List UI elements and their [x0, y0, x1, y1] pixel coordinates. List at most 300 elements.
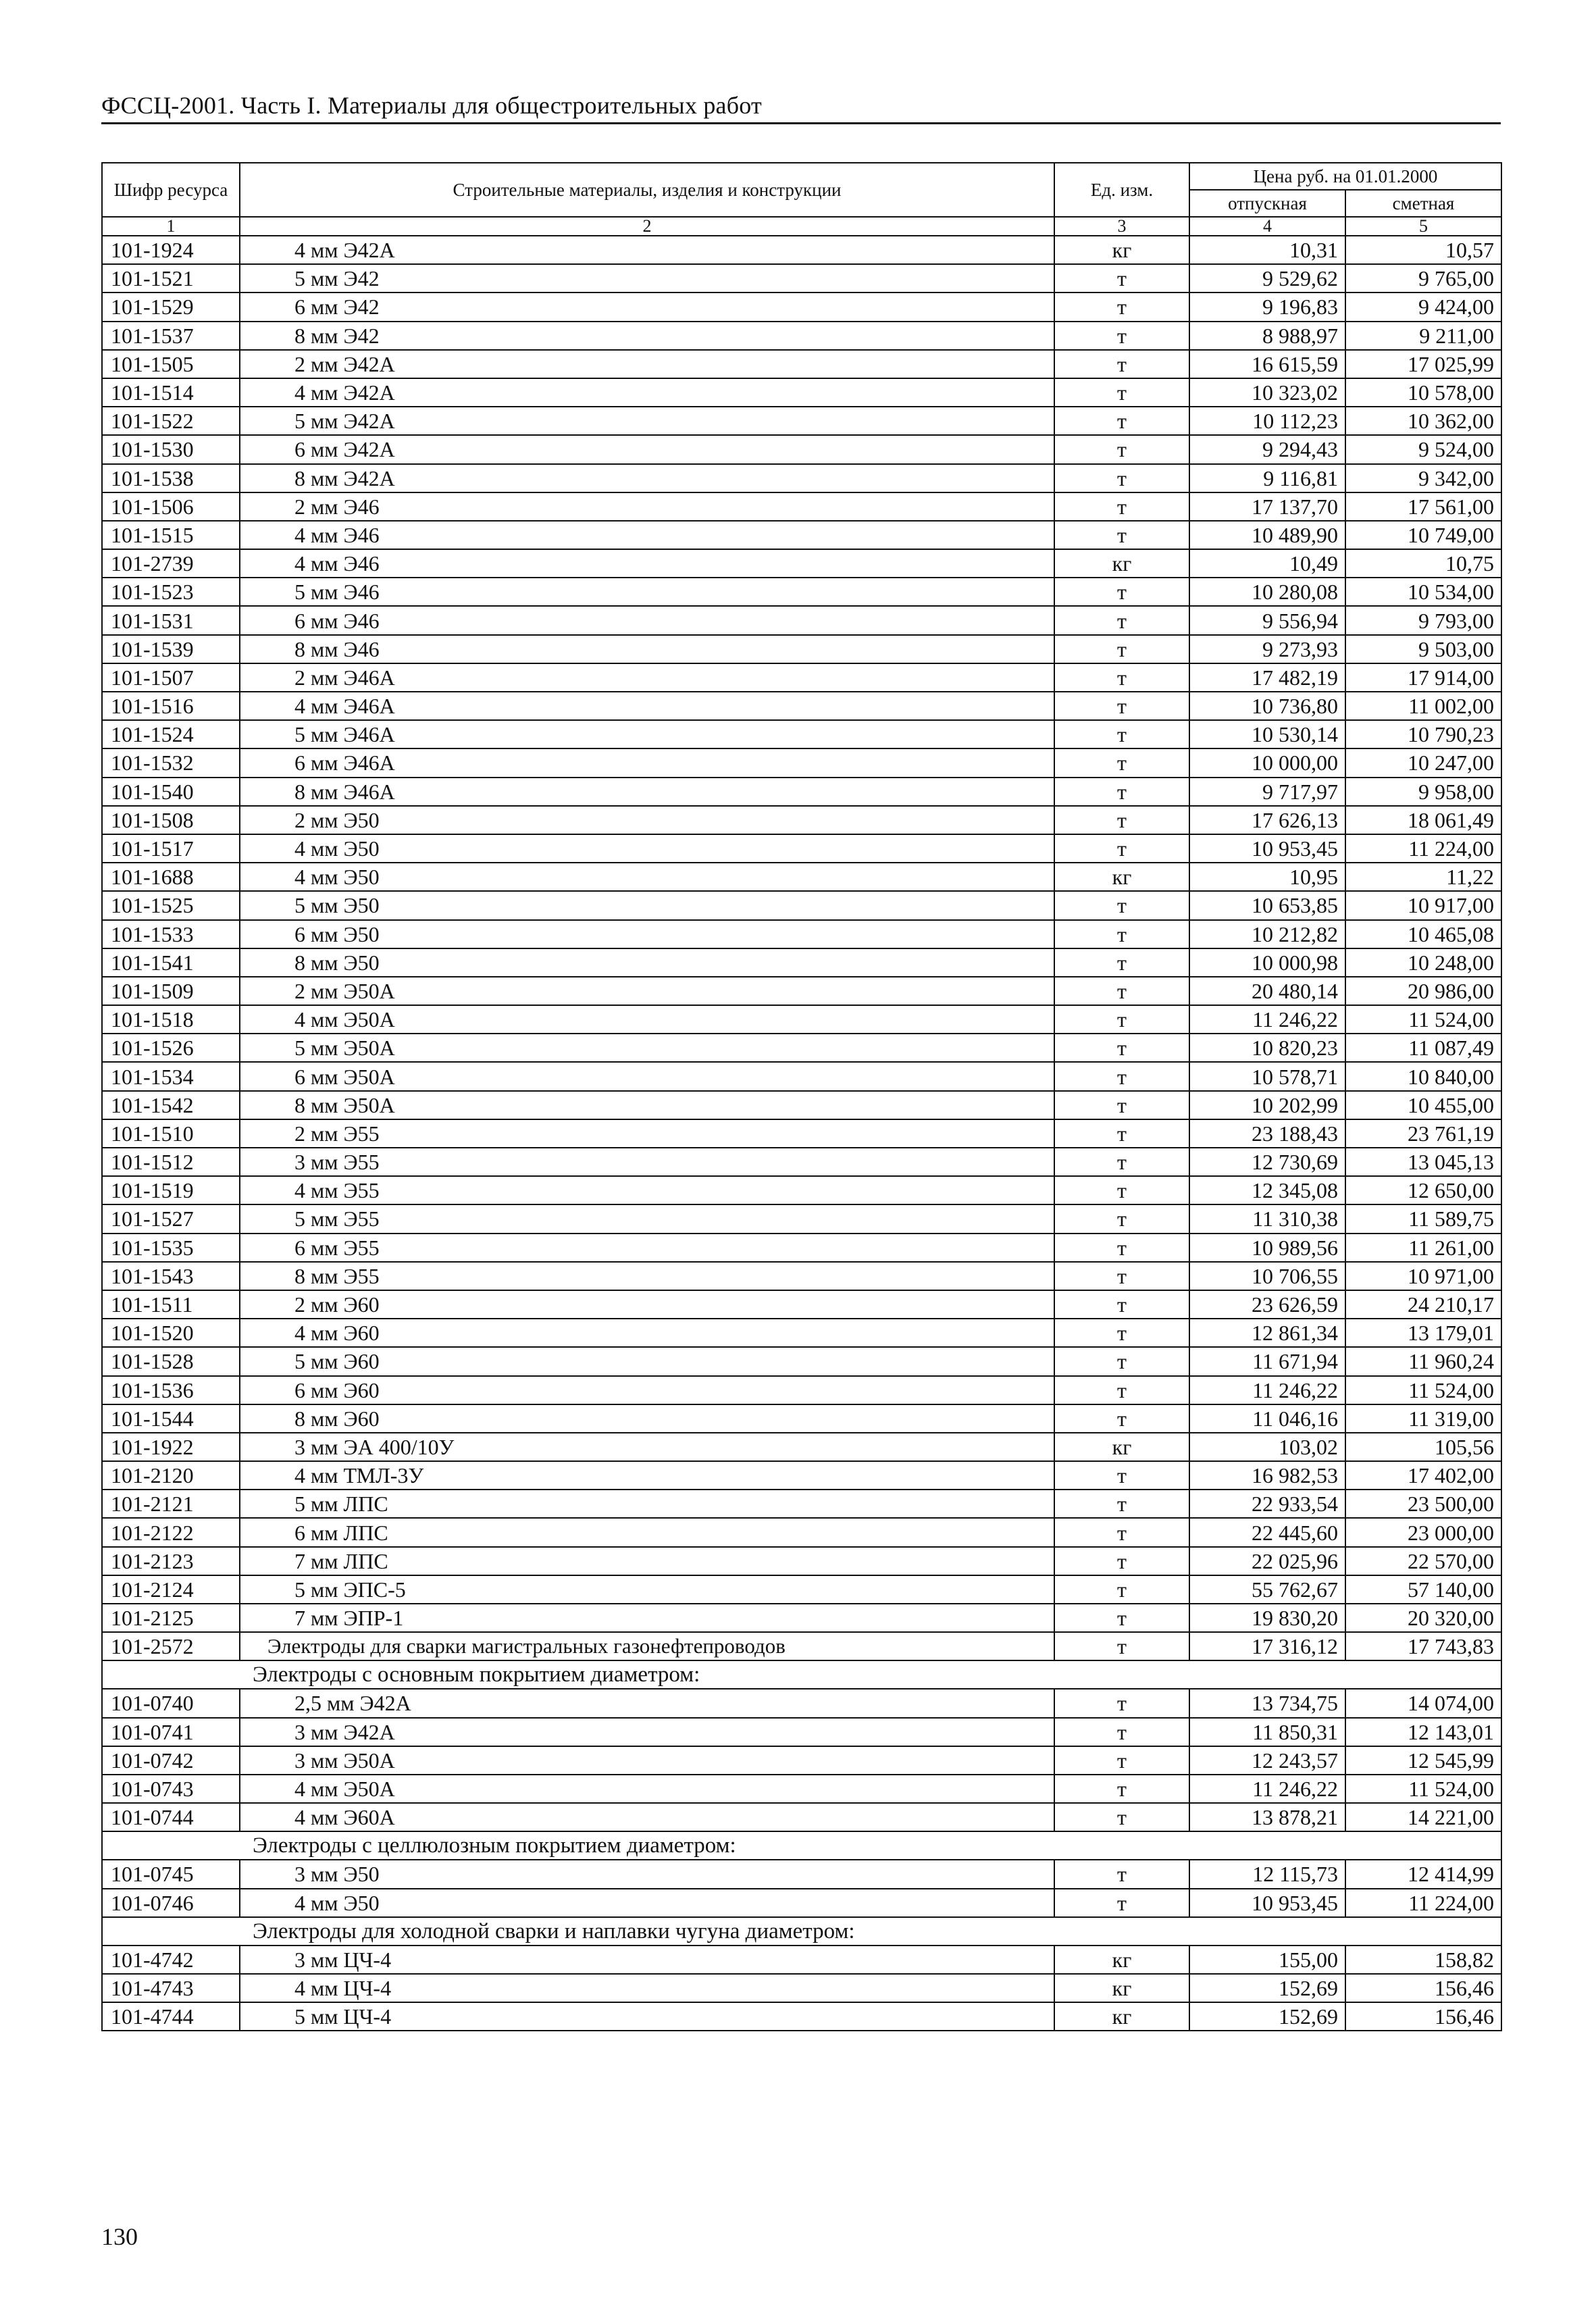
column-number: 2 — [240, 217, 1054, 236]
estimate-price-cell: 11 002,00 — [1345, 692, 1501, 720]
table-row — [102, 977, 1501, 1005]
resource-code-cell: 101-1520 — [102, 1319, 240, 1347]
release-price-cell: 22 025,96 — [1189, 1547, 1345, 1575]
material-name-cell: 5 мм ЦЧ-4 — [240, 2002, 1054, 2031]
material-name-cell: 4 мм Э42А — [240, 236, 1054, 264]
release-price-cell: 12 861,34 — [1189, 1319, 1345, 1347]
unit-cell: т — [1054, 606, 1189, 634]
table-row — [102, 1319, 1501, 1347]
resource-code-cell: 101-1539 — [102, 635, 240, 663]
unit-cell: т — [1054, 1518, 1189, 1546]
table-row — [102, 1461, 1501, 1490]
resource-code-cell: 101-2124 — [102, 1575, 240, 1604]
estimate-price-cell: 10 362,00 — [1345, 407, 1501, 435]
resource-code-cell: 101-1519 — [102, 1176, 240, 1204]
estimate-price-cell: 12 414,99 — [1345, 1860, 1501, 1888]
release-price-cell: 23 626,59 — [1189, 1290, 1345, 1319]
resource-code-cell: 101-2120 — [102, 1461, 240, 1490]
table-row — [102, 1176, 1501, 1204]
resource-code-cell: 101-1508 — [102, 806, 240, 834]
release-price-cell: 13 878,21 — [1189, 1803, 1345, 1831]
table-row — [102, 806, 1501, 834]
material-name-cell: Электроды для сварки магистральных газонефтепроводов — [240, 1632, 1054, 1660]
table-row — [102, 1575, 1501, 1604]
unit-cell: т — [1054, 521, 1189, 549]
release-price-cell: 10,49 — [1189, 549, 1345, 578]
release-price-cell: 10 953,45 — [1189, 834, 1345, 863]
unit-cell: т — [1054, 1290, 1189, 1319]
estimate-price-cell: 10 971,00 — [1345, 1262, 1501, 1290]
estimate-price-cell: 13 045,13 — [1345, 1148, 1501, 1176]
estimate-price-cell: 57 140,00 — [1345, 1575, 1501, 1604]
resource-code-cell: 101-1538 — [102, 464, 240, 492]
material-name-cell: 4 мм Э50А — [240, 1775, 1054, 1803]
table-row — [102, 435, 1501, 463]
unit-cell: т — [1054, 1062, 1189, 1090]
table-row — [102, 635, 1501, 663]
release-price-cell: 10 489,90 — [1189, 521, 1345, 549]
table-row — [102, 948, 1501, 977]
section-heading: Электроды для холодной сварки и наплавки чугуна диаметром: — [102, 1917, 1501, 1946]
table-row — [102, 293, 1501, 321]
unit-cell: т — [1054, 1376, 1189, 1404]
material-name-cell: 8 мм Э46А — [240, 778, 1054, 806]
resource-code-cell: 101-0742 — [102, 1746, 240, 1775]
table-row — [102, 549, 1501, 578]
material-name-cell: 8 мм Э50А — [240, 1091, 1054, 1119]
table-row — [102, 1547, 1501, 1575]
resource-code-cell: 101-1544 — [102, 1404, 240, 1433]
table-row — [102, 1204, 1501, 1233]
release-price-cell: 23 188,43 — [1189, 1119, 1345, 1148]
estimate-price-cell: 23 500,00 — [1345, 1490, 1501, 1518]
unit-cell: кг — [1054, 1433, 1189, 1461]
resource-code-cell: 101-1511 — [102, 1290, 240, 1319]
release-price-cell: 10 653,85 — [1189, 891, 1345, 919]
unit-cell: т — [1054, 748, 1189, 777]
table-row — [102, 834, 1501, 863]
material-name-cell: 5 мм Э60 — [240, 1347, 1054, 1375]
estimate-price-cell: 10 534,00 — [1345, 578, 1501, 606]
table-row — [102, 1860, 1501, 1888]
estimate-price-cell: 10 917,00 — [1345, 891, 1501, 919]
material-name-cell: 6 мм Э42А — [240, 435, 1054, 463]
unit-cell: кг — [1054, 1946, 1189, 1974]
estimate-price-cell: 11 319,00 — [1345, 1404, 1501, 1433]
material-name-cell: 3 мм Э50 — [240, 1860, 1054, 1888]
unit-cell: т — [1054, 1490, 1189, 1518]
unit-cell: т — [1054, 806, 1189, 834]
table-row — [102, 492, 1501, 521]
estimate-price-cell: 10 248,00 — [1345, 948, 1501, 977]
unit-cell: т — [1054, 1005, 1189, 1034]
material-name-cell: 6 мм Э50 — [240, 920, 1054, 948]
page-header: ФССЦ-2001. Часть I. Материалы для общестроительных работ — [101, 92, 762, 119]
table-row — [102, 1974, 1501, 2002]
resource-code-cell: 101-0741 — [102, 1718, 240, 1746]
table-row — [102, 1119, 1501, 1148]
resource-code-cell: 101-1535 — [102, 1234, 240, 1262]
estimate-price-cell: 17 025,99 — [1345, 350, 1501, 378]
release-price-cell: 11 310,38 — [1189, 1204, 1345, 1233]
resource-code-cell: 101-1509 — [102, 977, 240, 1005]
unit-cell: т — [1054, 1091, 1189, 1119]
material-name-cell: 4 мм Э42А — [240, 378, 1054, 407]
unit-cell: т — [1054, 1689, 1189, 1717]
release-price-cell: 103,02 — [1189, 1433, 1345, 1461]
unit-cell: т — [1054, 1860, 1189, 1888]
resource-code-cell: 101-1527 — [102, 1204, 240, 1233]
column-number: 3 — [1054, 217, 1189, 236]
resource-code-cell: 101-1922 — [102, 1433, 240, 1461]
release-price-cell: 13 734,75 — [1189, 1689, 1345, 1717]
release-price-cell: 12 345,08 — [1189, 1176, 1345, 1204]
release-price-cell: 22 933,54 — [1189, 1490, 1345, 1518]
material-name-cell: 5 мм Э42А — [240, 407, 1054, 435]
material-name-cell: 3 мм ЦЧ-4 — [240, 1946, 1054, 1974]
material-name-cell: 5 мм Э50 — [240, 891, 1054, 919]
estimate-price-cell: 17 743,83 — [1345, 1632, 1501, 1660]
column-number: 1 — [102, 217, 240, 236]
release-price-cell: 11 246,22 — [1189, 1005, 1345, 1034]
unit-cell: т — [1054, 1604, 1189, 1632]
material-name-cell: 4 мм Э50 — [240, 834, 1054, 863]
material-name-cell: 8 мм Э46 — [240, 635, 1054, 663]
estimate-price-cell: 11 087,49 — [1345, 1034, 1501, 1062]
material-name-cell: 8 мм Э60 — [240, 1404, 1054, 1433]
estimate-price-cell: 17 402,00 — [1345, 1461, 1501, 1490]
material-name-cell: 6 мм Э55 — [240, 1234, 1054, 1262]
unit-cell: т — [1054, 692, 1189, 720]
material-name-cell: 7 мм ЭПР-1 — [240, 1604, 1054, 1632]
table-row — [102, 1775, 1501, 1803]
material-name-cell: 4 мм Э50 — [240, 1889, 1054, 1917]
resource-code-cell: 101-1526 — [102, 1034, 240, 1062]
material-name-cell: 4 мм Э55 — [240, 1176, 1054, 1204]
material-name-cell: 2 мм Э50А — [240, 977, 1054, 1005]
release-price-cell: 20 480,14 — [1189, 977, 1345, 1005]
estimate-price-cell: 14 221,00 — [1345, 1803, 1501, 1831]
estimate-price-cell: 14 074,00 — [1345, 1689, 1501, 1717]
material-name-cell: 8 мм Э50 — [240, 948, 1054, 977]
resource-code-cell: 101-1525 — [102, 891, 240, 919]
resource-code-cell: 101-1516 — [102, 692, 240, 720]
release-price-cell: 10 706,55 — [1189, 1262, 1345, 1290]
estimate-price-cell: 10 790,23 — [1345, 720, 1501, 748]
table-row — [102, 1347, 1501, 1375]
unit-cell: т — [1054, 264, 1189, 293]
unit-cell: т — [1054, 1262, 1189, 1290]
resource-code-cell: 101-1529 — [102, 293, 240, 321]
release-price-cell: 10 000,98 — [1189, 948, 1345, 977]
table-row — [102, 521, 1501, 549]
unit-cell: кг — [1054, 1974, 1189, 2002]
estimate-price-cell: 156,46 — [1345, 1974, 1501, 2002]
resource-code-cell: 101-1522 — [102, 407, 240, 435]
release-price-cell: 12 243,57 — [1189, 1746, 1345, 1775]
table-row — [102, 1803, 1501, 1831]
material-name-cell: 3 мм Э50А — [240, 1746, 1054, 1775]
resource-code-cell: 101-1536 — [102, 1376, 240, 1404]
unit-cell: т — [1054, 977, 1189, 1005]
release-price-cell: 10 578,71 — [1189, 1062, 1345, 1090]
estimate-price-cell: 20 320,00 — [1345, 1604, 1501, 1632]
material-name-cell: 5 мм Э46А — [240, 720, 1054, 748]
unit-cell: т — [1054, 1119, 1189, 1148]
material-name-cell: 6 мм ЛПС — [240, 1518, 1054, 1546]
material-name-cell: 3 мм Э55 — [240, 1148, 1054, 1176]
estimate-price-cell: 10 247,00 — [1345, 748, 1501, 777]
material-name-cell: 4 мм Э46 — [240, 549, 1054, 578]
table-body — [102, 236, 1501, 2031]
unit-cell: т — [1054, 350, 1189, 378]
estimate-price-cell: 10 578,00 — [1345, 378, 1501, 407]
resource-code-cell: 101-2572 — [102, 1632, 240, 1660]
table-row — [102, 578, 1501, 606]
estimate-price-cell: 9 503,00 — [1345, 635, 1501, 663]
unit-cell: т — [1054, 1547, 1189, 1575]
material-name-cell: 4 мм Э60 — [240, 1319, 1054, 1347]
release-price-cell: 55 762,67 — [1189, 1575, 1345, 1604]
estimate-price-cell: 10 455,00 — [1345, 1091, 1501, 1119]
unit-cell: т — [1054, 1404, 1189, 1433]
estimate-price-cell: 11 524,00 — [1345, 1775, 1501, 1803]
material-name-cell: 8 мм Э42А — [240, 464, 1054, 492]
resource-code-cell: 101-1510 — [102, 1119, 240, 1148]
estimate-price-cell: 9 524,00 — [1345, 435, 1501, 463]
table-row — [102, 1034, 1501, 1062]
resource-code-cell: 101-1924 — [102, 236, 240, 264]
material-name-cell: 4 мм Э60А — [240, 1803, 1054, 1831]
resource-code-cell: 101-0746 — [102, 1889, 240, 1917]
resource-code-cell: 101-1505 — [102, 350, 240, 378]
resource-code-cell: 101-1517 — [102, 834, 240, 863]
resource-code-cell: 101-1528 — [102, 1347, 240, 1375]
release-price-cell: 9 556,94 — [1189, 606, 1345, 634]
release-price-cell: 10 280,08 — [1189, 578, 1345, 606]
material-name-cell: 4 мм ЦЧ-4 — [240, 1974, 1054, 2002]
unit-cell: т — [1054, 891, 1189, 919]
material-name-cell: 6 мм Э42 — [240, 293, 1054, 321]
release-price-cell: 10 202,99 — [1189, 1091, 1345, 1119]
unit-cell: т — [1054, 435, 1189, 463]
material-name-cell: 2 мм Э50 — [240, 806, 1054, 834]
header-code: Шифр ресурса — [102, 163, 240, 217]
estimate-price-cell: 11 224,00 — [1345, 834, 1501, 863]
table-row — [102, 1376, 1501, 1404]
unit-cell: т — [1054, 407, 1189, 435]
release-price-cell: 9 273,93 — [1189, 635, 1345, 663]
resource-code-cell: 101-1506 — [102, 492, 240, 521]
table-row — [102, 1404, 1501, 1433]
estimate-price-cell: 9 211,00 — [1345, 322, 1501, 350]
estimate-price-cell: 10,57 — [1345, 236, 1501, 264]
estimate-price-cell: 11 524,00 — [1345, 1005, 1501, 1034]
release-price-cell: 16 615,59 — [1189, 350, 1345, 378]
header-name: Строительные материалы, изделия и конструкции — [240, 163, 1054, 217]
material-name-cell: 5 мм Э46 — [240, 578, 1054, 606]
estimate-price-cell: 10 749,00 — [1345, 521, 1501, 549]
resource-code-cell: 101-0745 — [102, 1860, 240, 1888]
unit-cell: т — [1054, 1461, 1189, 1490]
unit-cell: т — [1054, 464, 1189, 492]
estimate-price-cell: 20 986,00 — [1345, 977, 1501, 1005]
material-name-cell: 5 мм ЛПС — [240, 1490, 1054, 1518]
release-price-cell: 10 736,80 — [1189, 692, 1345, 720]
release-price-cell: 10 530,14 — [1189, 720, 1345, 748]
release-price-cell: 10,31 — [1189, 236, 1345, 264]
resource-code-cell: 101-4742 — [102, 1946, 240, 1974]
material-name-cell: 2 мм Э46А — [240, 663, 1054, 692]
resource-code-cell: 101-1542 — [102, 1091, 240, 1119]
estimate-price-cell: 11 261,00 — [1345, 1234, 1501, 1262]
table-row — [102, 1062, 1501, 1090]
header-estimate-price: сметная — [1345, 190, 1501, 217]
resource-code-cell: 101-1523 — [102, 578, 240, 606]
resource-code-cell: 101-0743 — [102, 1775, 240, 1803]
table-row — [102, 778, 1501, 806]
material-name-cell: 5 мм ЭПС-5 — [240, 1575, 1054, 1604]
column-number: 4 — [1189, 217, 1345, 236]
estimate-price-cell: 11 524,00 — [1345, 1376, 1501, 1404]
release-price-cell: 10 820,23 — [1189, 1034, 1345, 1062]
material-name-cell: 6 мм Э60 — [240, 1376, 1054, 1404]
release-price-cell: 11 246,22 — [1189, 1775, 1345, 1803]
material-name-cell: 3 мм Э42А — [240, 1718, 1054, 1746]
release-price-cell: 11 671,94 — [1189, 1347, 1345, 1375]
estimate-price-cell: 23 000,00 — [1345, 1518, 1501, 1546]
material-name-cell: 2,5 мм Э42А — [240, 1689, 1054, 1717]
resource-code-cell: 101-1537 — [102, 322, 240, 350]
unit-cell: т — [1054, 578, 1189, 606]
resource-code-cell: 101-1514 — [102, 378, 240, 407]
release-price-cell: 10 212,82 — [1189, 920, 1345, 948]
resource-code-cell: 101-1541 — [102, 948, 240, 977]
resource-code-cell: 101-1524 — [102, 720, 240, 748]
unit-cell: т — [1054, 834, 1189, 863]
table-row — [102, 748, 1501, 777]
table-row — [102, 663, 1501, 692]
release-price-cell: 152,69 — [1189, 1974, 1345, 2002]
unit-cell: т — [1054, 378, 1189, 407]
unit-cell: т — [1054, 948, 1189, 977]
resource-code-cell: 101-1540 — [102, 778, 240, 806]
release-price-cell: 10 000,00 — [1189, 748, 1345, 777]
table-row — [102, 1290, 1501, 1319]
section-heading-row — [102, 1660, 1501, 1689]
unit-cell: т — [1054, 778, 1189, 806]
estimate-price-cell: 17 561,00 — [1345, 492, 1501, 521]
estimate-price-cell: 9 793,00 — [1345, 606, 1501, 634]
table-row — [102, 1689, 1501, 1717]
header-rule — [101, 122, 1501, 124]
estimate-price-cell: 22 570,00 — [1345, 1547, 1501, 1575]
estimate-price-cell: 17 914,00 — [1345, 663, 1501, 692]
section-heading: Электроды с основным покрытием диаметром: — [102, 1660, 1501, 1689]
resource-code-cell: 101-1515 — [102, 521, 240, 549]
material-name-cell: 5 мм Э55 — [240, 1204, 1054, 1233]
estimate-price-cell: 23 761,19 — [1345, 1119, 1501, 1148]
material-name-cell: 3 мм ЭА 400/10У — [240, 1433, 1054, 1461]
table-row — [102, 1490, 1501, 1518]
resource-code-cell: 101-1530 — [102, 435, 240, 463]
material-name-cell: 6 мм Э46 — [240, 606, 1054, 634]
unit-cell: т — [1054, 635, 1189, 663]
unit-cell: т — [1054, 1234, 1189, 1262]
price-table-container — [101, 162, 1501, 2031]
material-name-cell: 7 мм ЛПС — [240, 1547, 1054, 1575]
page-number: 130 — [101, 2223, 138, 2250]
resource-code-cell: 101-1512 — [102, 1148, 240, 1176]
estimate-price-cell: 9 342,00 — [1345, 464, 1501, 492]
material-name-cell: 8 мм Э55 — [240, 1262, 1054, 1290]
table-row — [102, 1234, 1501, 1262]
estimate-price-cell: 10 840,00 — [1345, 1062, 1501, 1090]
resource-code-cell: 101-1507 — [102, 663, 240, 692]
release-price-cell: 152,69 — [1189, 2002, 1345, 2031]
unit-cell: т — [1054, 1034, 1189, 1062]
resource-code-cell: 101-1531 — [102, 606, 240, 634]
resource-code-cell: 101-1521 — [102, 264, 240, 293]
estimate-price-cell: 9 958,00 — [1345, 778, 1501, 806]
resource-code-cell: 101-1543 — [102, 1262, 240, 1290]
resource-code-cell: 101-1688 — [102, 863, 240, 891]
unit-cell: т — [1054, 322, 1189, 350]
table-row — [102, 920, 1501, 948]
unit-cell: т — [1054, 920, 1189, 948]
material-name-cell: 2 мм Э46 — [240, 492, 1054, 521]
section-heading-row — [102, 1831, 1501, 1860]
material-name-cell: 4 мм Э46А — [240, 692, 1054, 720]
price-table — [101, 162, 1502, 2031]
release-price-cell: 9 196,83 — [1189, 293, 1345, 321]
resource-code-cell: 101-1533 — [102, 920, 240, 948]
estimate-price-cell: 13 179,01 — [1345, 1319, 1501, 1347]
release-price-cell: 8 988,97 — [1189, 322, 1345, 350]
section-heading: Электроды с целлюлозным покрытием диаметром: — [102, 1831, 1501, 1860]
table-row — [102, 1889, 1501, 1917]
unit-cell: т — [1054, 1148, 1189, 1176]
release-price-cell: 22 445,60 — [1189, 1518, 1345, 1546]
material-name-cell: 4 мм Э50А — [240, 1005, 1054, 1034]
table-row — [102, 322, 1501, 350]
header-release-price: отпускная — [1189, 190, 1345, 217]
estimate-price-cell: 12 143,01 — [1345, 1718, 1501, 1746]
release-price-cell: 10 989,56 — [1189, 1234, 1345, 1262]
table-row — [102, 692, 1501, 720]
resource-code-cell: 101-2121 — [102, 1490, 240, 1518]
release-price-cell: 10,95 — [1189, 863, 1345, 891]
release-price-cell: 12 730,69 — [1189, 1148, 1345, 1176]
release-price-cell: 17 316,12 — [1189, 1632, 1345, 1660]
resource-code-cell: 101-2123 — [102, 1547, 240, 1575]
unit-cell: т — [1054, 663, 1189, 692]
resource-code-cell: 101-1534 — [102, 1062, 240, 1090]
unit-cell: т — [1054, 1803, 1189, 1831]
release-price-cell: 10 953,45 — [1189, 1889, 1345, 1917]
estimate-price-cell: 105,56 — [1345, 1433, 1501, 1461]
header-unit: Ед. изм. — [1054, 163, 1189, 217]
table-row — [102, 464, 1501, 492]
table-row — [102, 1946, 1501, 1974]
unit-cell: т — [1054, 1319, 1189, 1347]
resource-code-cell: 101-1518 — [102, 1005, 240, 1034]
table-row — [102, 1262, 1501, 1290]
unit-cell: т — [1054, 1718, 1189, 1746]
estimate-price-cell: 11,22 — [1345, 863, 1501, 891]
estimate-price-cell: 156,46 — [1345, 2002, 1501, 2031]
table-row — [102, 407, 1501, 435]
